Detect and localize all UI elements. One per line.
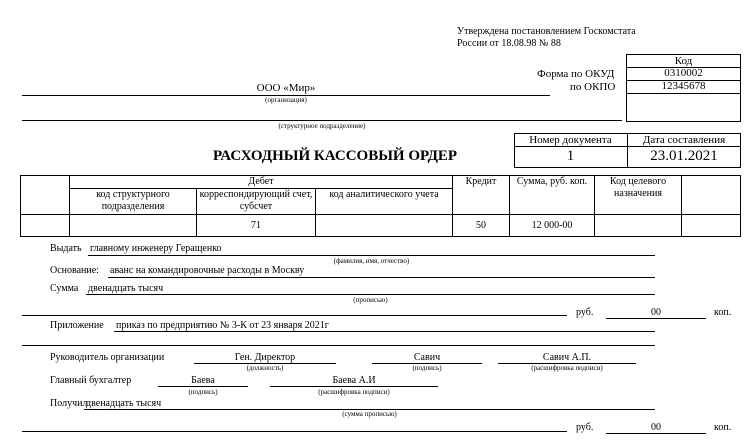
issue-label: Выдать xyxy=(50,243,82,254)
okud-value: 0310002 xyxy=(664,67,703,79)
organization-caption: (организация) xyxy=(265,96,307,104)
corr-account-value: 71 xyxy=(197,215,316,237)
basis-value: аванс на командировочные расходы в Москву xyxy=(110,265,305,276)
received-kop-value: 00 xyxy=(651,422,661,433)
okud-label: Форма по ОКУД xyxy=(537,68,615,80)
sum-label: Сумма xyxy=(50,283,79,294)
head-decoding: Савич А.П. xyxy=(542,352,592,363)
amount-value: 12 000-00 xyxy=(510,215,595,237)
sum-rub-label: руб. xyxy=(576,307,594,318)
debit-header: Дебет xyxy=(70,176,453,189)
received-label: Получил xyxy=(50,398,88,409)
organization-name: ООО «Мир» xyxy=(256,82,316,94)
okpo-label: по ОКПО xyxy=(570,81,616,93)
doc-number-label: Номер документа xyxy=(529,134,612,146)
sum-kop-value: 00 xyxy=(651,307,661,318)
head-decoding-caption: (расшифровка подписи) xyxy=(531,364,603,372)
accountant-label: Главный бухгалтер xyxy=(50,375,132,386)
basis-label: Основание: xyxy=(50,265,99,276)
approval-line-2: России от 18.08.98 № 88 xyxy=(457,38,561,49)
received-caption: (сумма прописью) xyxy=(342,410,397,418)
approval-line-1: Утверждена постановлением Госкомстата xyxy=(457,26,636,37)
issue-value: главному инженеру Геращенко xyxy=(90,243,222,254)
doc-date-label: Дата составления xyxy=(642,134,726,146)
head-position-caption: (должность) xyxy=(246,364,284,372)
corr-account-header: корреспондирующий счет, субсчет xyxy=(197,189,316,215)
head-signature: Савич xyxy=(413,352,441,363)
head-position: Ген. Директор xyxy=(234,352,296,363)
attachment-label: Приложение xyxy=(50,320,104,331)
sum-value: двенадцать тысяч xyxy=(88,283,164,294)
issue-caption: (фамилия, имя, отчество) xyxy=(333,257,410,265)
codes-header: Код xyxy=(674,55,693,67)
okpo-value: 12345678 xyxy=(661,80,706,92)
accountant-decoding: Баева А.И xyxy=(332,375,376,386)
amount-header: Сумма, руб. коп. xyxy=(510,176,595,215)
accountant-signature: Баева xyxy=(191,375,215,386)
head-label: Руководитель организации xyxy=(50,352,165,363)
purpose-code-header: Код целевого назначения xyxy=(595,176,682,215)
subdivision-code-header: код структурного подразделения xyxy=(70,189,197,215)
sum-caption: (прописью) xyxy=(353,296,388,304)
sum-kop-label: коп. xyxy=(714,307,732,318)
received-kop-label: коп. xyxy=(714,422,732,433)
credit-header: Кредит xyxy=(453,176,510,215)
accountant-decoding-caption: (расшифровка подписи) xyxy=(318,388,390,396)
received-rub-label: руб. xyxy=(576,422,594,433)
attachment-value: приказ по предприятию № 3-К от 23 января 2021г xyxy=(116,320,329,331)
subdivision-caption: (структурное подразделение) xyxy=(278,122,366,130)
credit-value: 50 xyxy=(453,215,510,237)
entries-table xyxy=(20,175,741,237)
document-title: РАСХОДНЫЙ КАССОВЫЙ ОРДЕР xyxy=(213,148,458,164)
analytic-code-header: код аналитического учета xyxy=(316,189,453,215)
accountant-signature-caption: (подпись) xyxy=(188,388,218,396)
doc-date-value: 23.01.2021 xyxy=(650,148,718,164)
received-value: двенадцать тысяч xyxy=(86,398,162,409)
doc-number-value: 1 xyxy=(566,148,575,164)
head-signature-caption: (подпись) xyxy=(412,364,442,372)
